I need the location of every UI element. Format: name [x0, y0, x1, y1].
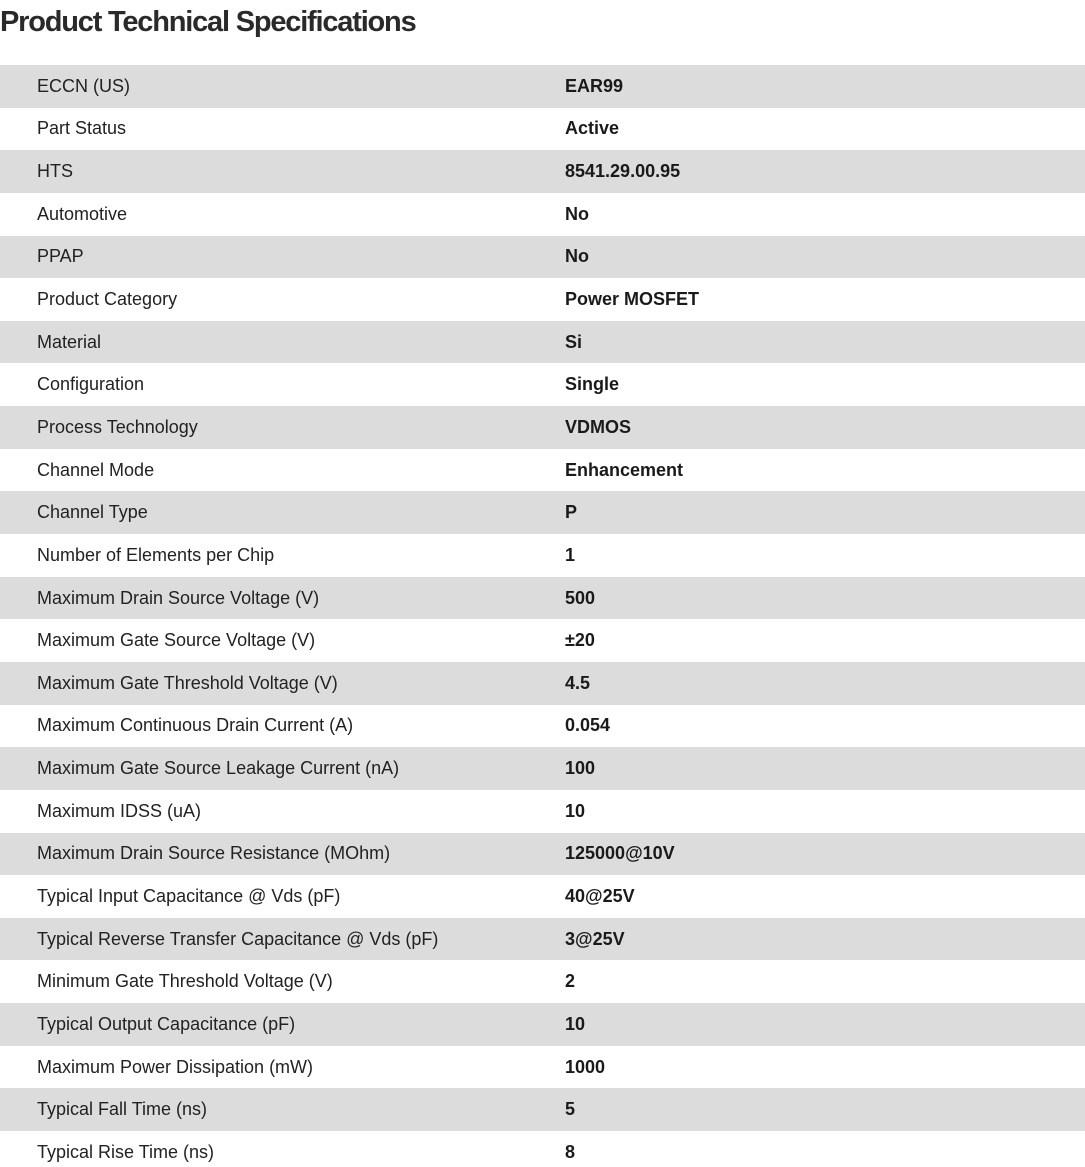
spec-row	[0, 790, 1085, 833]
spec-label: HTS	[37, 161, 73, 182]
spec-value: Active	[565, 118, 620, 139]
spec-row	[0, 491, 1085, 534]
spec-row	[0, 406, 1085, 449]
spec-value: No	[565, 203, 589, 224]
spec-label: Channel Mode	[37, 459, 155, 480]
spec-label: Typical Rise Time (ns)	[37, 1141, 215, 1162]
spec-value: Enhancement	[565, 459, 684, 480]
spec-row	[0, 321, 1085, 364]
spec-value: 3@25V	[565, 928, 625, 949]
spec-value: ±20	[565, 630, 595, 651]
spec-row	[0, 65, 1085, 108]
spec-value: 125000@10V	[565, 843, 675, 864]
spec-value: VDMOS	[565, 416, 632, 437]
spec-row	[0, 918, 1085, 961]
spec-label: ECCN (US)	[37, 75, 130, 96]
spec-row	[0, 960, 1085, 1003]
spec-value: 8541.29.00.95	[565, 161, 681, 182]
spec-row	[0, 193, 1085, 236]
spec-label: Process Technology	[37, 416, 198, 437]
spec-value: No	[565, 246, 589, 267]
spec-row	[0, 833, 1085, 876]
spec-label: Channel Type	[37, 502, 148, 523]
spec-value: EAR99	[565, 75, 624, 96]
spec-value: 10	[565, 1013, 586, 1034]
spec-table-body	[0, 65, 1085, 1167]
spec-value: 0.054	[565, 715, 611, 736]
spec-label: Maximum Gate Source Voltage (V)	[37, 630, 316, 651]
spec-label: Part Status	[37, 118, 127, 139]
spec-row	[0, 662, 1085, 705]
spec-row	[0, 1046, 1085, 1089]
spec-label: Configuration	[37, 374, 145, 395]
spec-label: Product Category	[37, 289, 178, 310]
spec-value: 10	[565, 800, 586, 821]
spec-value: Single	[565, 374, 620, 395]
spec-label: Maximum Drain Source Resistance (MOhm)	[37, 843, 391, 864]
spec-label: Typical Input Capacitance @ Vds (pF)	[37, 885, 341, 906]
spec-row	[0, 108, 1085, 151]
spec-value: 1000	[565, 1056, 606, 1077]
spec-row	[0, 705, 1085, 748]
spec-row	[0, 1131, 1085, 1167]
spec-label: Maximum IDSS (uA)	[37, 800, 202, 821]
spec-row	[0, 363, 1085, 406]
spec-value: 1	[565, 544, 576, 565]
spec-row	[0, 1003, 1085, 1046]
spec-row	[0, 747, 1085, 790]
spec-label: Material	[37, 331, 102, 352]
spec-label: Maximum Gate Threshold Voltage (V)	[37, 672, 338, 693]
spec-label: Maximum Power Dissipation (mW)	[37, 1056, 314, 1077]
spec-row	[0, 619, 1085, 662]
spec-value: Si	[565, 331, 583, 352]
spec-row	[0, 150, 1085, 193]
spec-row	[0, 577, 1085, 620]
spec-label: PPAP	[37, 246, 84, 267]
spec-table	[0, 65, 1085, 1167]
spec-row	[0, 236, 1085, 279]
spec-label: Automotive	[37, 203, 128, 224]
spec-value: 500	[565, 587, 596, 608]
spec-label: Minimum Gate Threshold Voltage (V)	[37, 971, 333, 992]
spec-label: Typical Fall Time (ns)	[37, 1099, 208, 1120]
spec-label: Maximum Drain Source Voltage (V)	[37, 587, 320, 608]
spec-value: 40@25V	[565, 885, 635, 906]
page-title: Product Technical Specifications	[0, 6, 416, 38]
spec-label: Typical Reverse Transfer Capacitance @ Vds (pF)	[37, 928, 439, 949]
spec-value: Power MOSFET	[565, 289, 700, 310]
spec-row	[0, 1088, 1085, 1131]
spec-row	[0, 449, 1085, 492]
spec-value: 2	[565, 971, 576, 992]
spec-value: 4.5	[565, 672, 591, 693]
spec-row	[0, 534, 1085, 577]
spec-row	[0, 278, 1085, 321]
spec-label: Number of Elements per Chip	[37, 544, 275, 565]
spec-value: 8	[565, 1141, 576, 1162]
spec-value: 100	[565, 758, 596, 779]
spec-value: P	[565, 502, 578, 523]
spec-label: Maximum Gate Source Leakage Current (nA)	[37, 758, 400, 779]
spec-label: Typical Output Capacitance (pF)	[37, 1013, 296, 1034]
spec-row	[0, 875, 1085, 918]
spec-label: Maximum Continuous Drain Current (A)	[37, 715, 354, 736]
spec-value: 5	[565, 1099, 576, 1120]
